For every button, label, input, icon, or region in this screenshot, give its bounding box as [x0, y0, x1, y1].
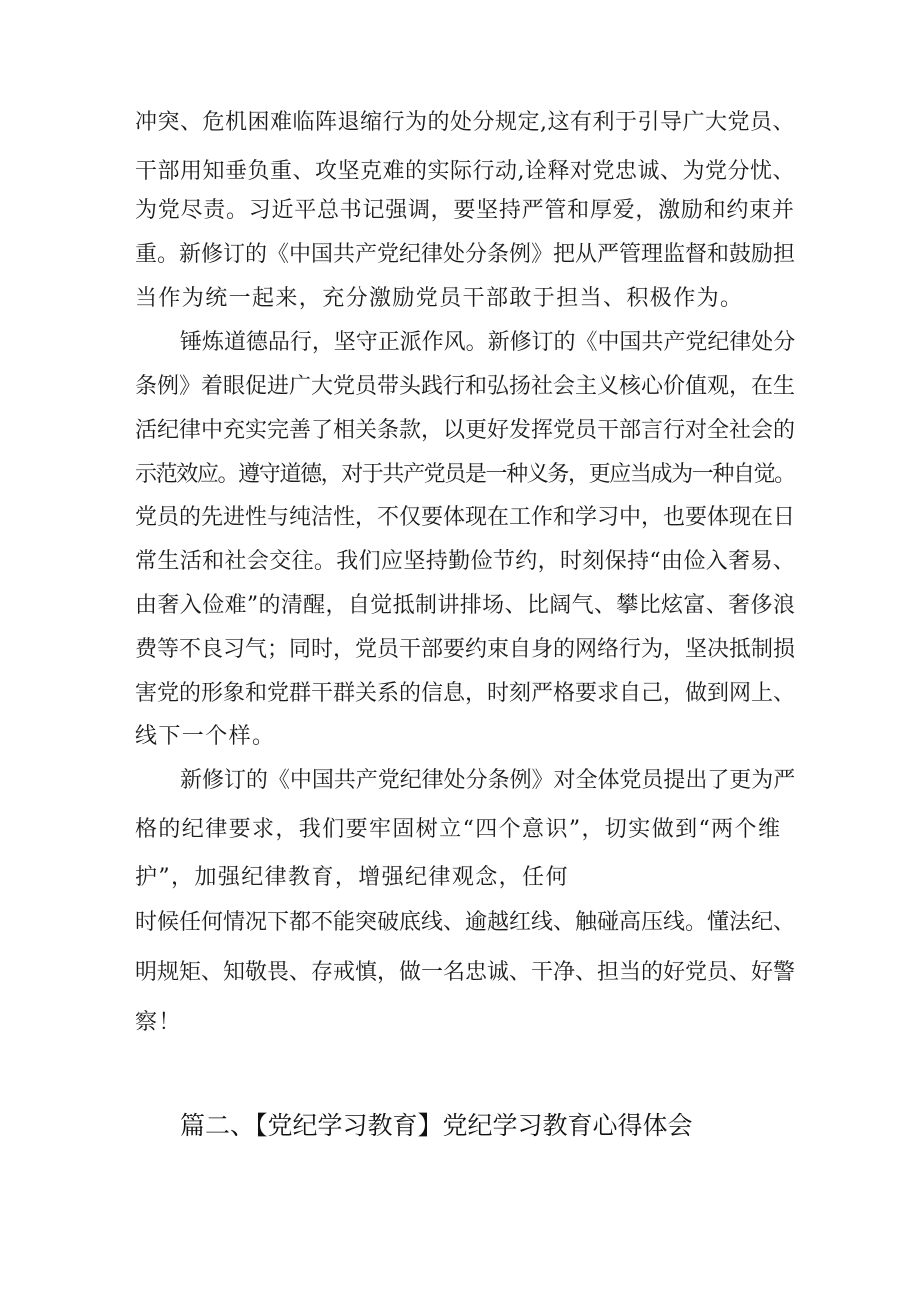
- text-line: 护”，加强纪律教育，增强纪律观念，任何: [135, 865, 569, 890]
- text-line: 明规矩、知敬畏、存戒慎，做一名忠诚、干净、担当的好党员、好警: [135, 960, 796, 985]
- section-heading: 篇二、【党纪学习教育】党纪学习教育心得体会: [180, 1111, 693, 1140]
- text-line: 格的纪律要求，我们要牢固树立“四个意识”，切实做到“两个维: [135, 817, 782, 842]
- text-line: 由奢入俭难”的清醒，自觉抵制讲排场、比阔气、攀比炫富、奢侈浪: [135, 593, 796, 618]
- paragraph-start-line: 锤炼道德品行，坚守正派作风。新修订的《中国共产党纪律处分: [180, 330, 796, 355]
- text-line: 察！: [135, 1010, 182, 1035]
- text-line: 时候任何情况下都不能突破底线、逾越红线、触碰高压线。懂法纪、: [135, 910, 796, 935]
- text-line: 活纪律中充实完善了相关条款，以更好发挥党员干部言行对全社会的: [135, 418, 796, 443]
- text-line: 党员的先进性与纯洁性，不仅要体现在工作和学习中，也要体现在日: [135, 505, 796, 530]
- text-line: 常生活和社会交往。我们应坚持勤俭节约，时刻保持“由俭入奢易、: [135, 549, 796, 574]
- text-line: 条例》着眼促进广大党员带头践行和弘扬社会主义核心价值观，在生: [135, 374, 796, 399]
- text-line: 为党尽责。习近平总书记强调，要坚持严管和厚爱，激励和约束并: [135, 198, 795, 223]
- text-line: 害党的形象和党群干群关系的信息，时刻严格要求自己，做到网上、: [135, 681, 796, 706]
- text-line: 线下一个样。: [135, 724, 276, 749]
- text-line: 费等不良习气；同时，党员干部要约束自身的网络行为，坚决抵制损: [135, 637, 796, 662]
- text-line: 示范效应。遵守道德，对于共产党员是一种义务，更应当成为一种自觉。: [135, 462, 795, 487]
- text-line: 干部用知垂负重、攻坚克难的实际行动,诠释对党忠诚、为党分忧、: [135, 159, 795, 184]
- text-line: 冲突、危机困难临阵退缩行为的处分规定,这有利于引导广大党员、: [135, 110, 795, 135]
- paragraph-start-line: 新修订的《中国共产党纪律处分条例》对全体党员提出了更为严: [180, 768, 796, 793]
- text-line: 重。新修订的《中国共产党纪律处分条例》把从严管理监督和鼓励担: [135, 242, 796, 267]
- text-line: 当作为统一起来，充分激励党员干部敢于担当、积极作为。: [135, 286, 744, 311]
